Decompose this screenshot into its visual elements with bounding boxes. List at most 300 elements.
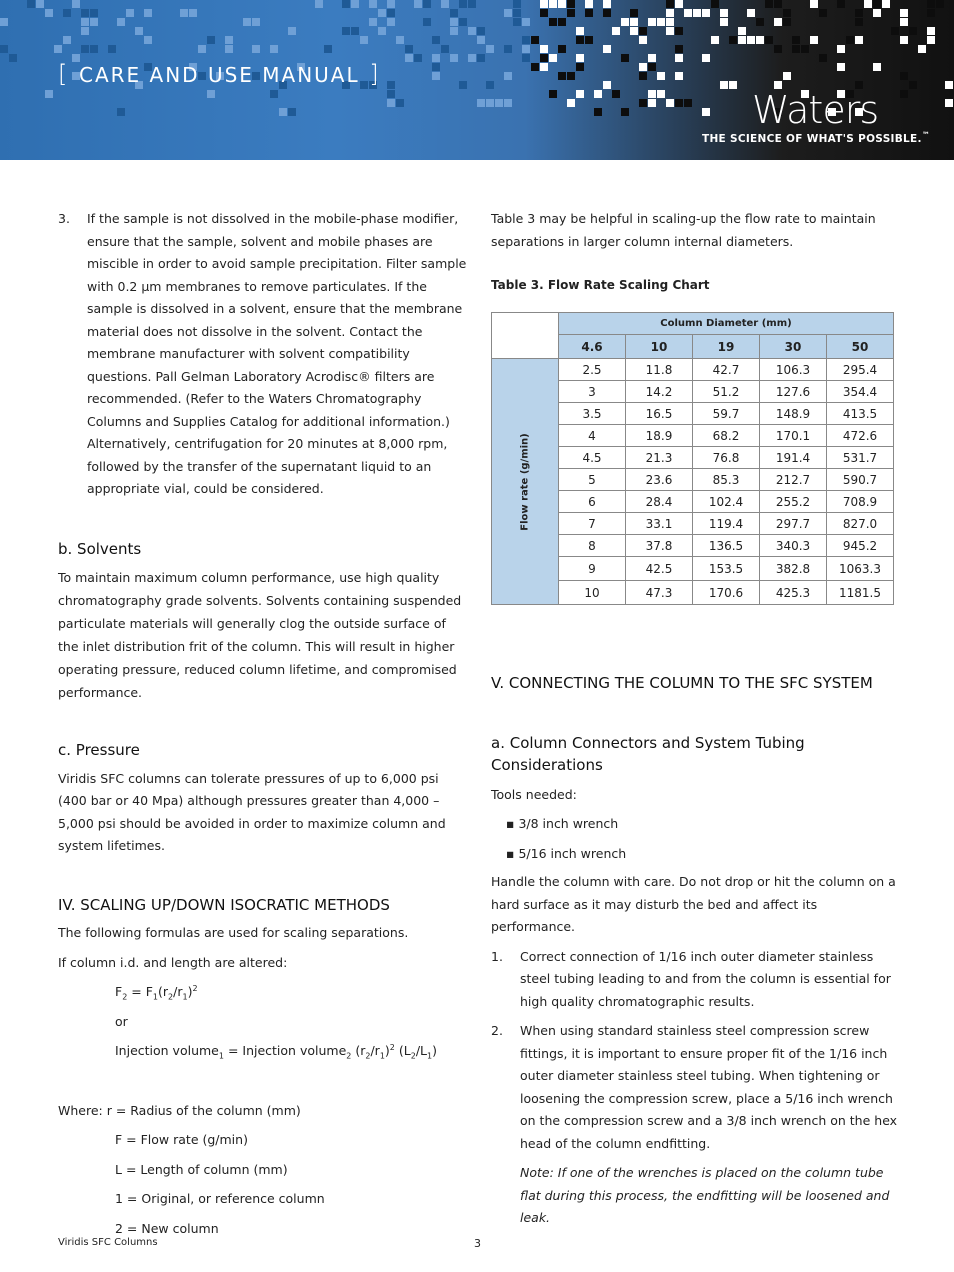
- pixel: [738, 36, 746, 44]
- def-1: 1 = Original, or reference column: [115, 1191, 325, 1206]
- pixel: [792, 36, 800, 44]
- pressure-heading: c. Pressure: [58, 741, 140, 759]
- pixel: [873, 9, 881, 17]
- pixel: [630, 18, 638, 26]
- pixel: [486, 99, 494, 107]
- pixel: [207, 36, 215, 44]
- table-cell: 21.3: [626, 447, 693, 469]
- def-2: 2 = New column: [115, 1220, 219, 1236]
- pixel: [450, 18, 458, 26]
- pressure-text: Viridis SFC columns can tolerate pressures of up to 6,000 psi (400 bar or 40 Mpa) although pressures greater than 4,000 – 5,000 psi should be avoided in order to maximize column and system lifetimes.: [58, 770, 446, 853]
- pixel: [180, 9, 188, 17]
- def-l: L = Length of column (mm): [115, 1161, 288, 1177]
- pixel: [774, 0, 782, 8]
- pixel: [927, 36, 935, 44]
- pixel: [657, 90, 665, 98]
- pixel: [837, 63, 845, 71]
- pixel: [441, 0, 449, 8]
- pixel: [819, 54, 827, 62]
- pixel: [900, 90, 908, 98]
- pixel: [648, 18, 656, 26]
- table-cell: 297.7: [760, 513, 827, 535]
- pixel: [558, 45, 566, 53]
- pixel: [270, 45, 278, 53]
- pixel: [549, 90, 557, 98]
- pixel: [450, 27, 458, 35]
- pixel: [891, 27, 899, 35]
- tool-item: ▪ 3/8 inch wrench: [506, 816, 619, 831]
- pixel: [711, 36, 719, 44]
- pixel: [504, 72, 512, 80]
- pixel: [36, 0, 44, 8]
- pixel: [693, 9, 701, 17]
- pixel: [675, 54, 683, 62]
- table-cell: 340.3: [760, 535, 827, 557]
- pixel: [108, 45, 116, 53]
- table-cell: 119.4: [693, 513, 760, 535]
- pixel: [369, 0, 377, 8]
- pixel: [873, 0, 881, 8]
- pixel: [909, 27, 917, 35]
- pixel: [477, 27, 485, 35]
- pixel: [459, 81, 467, 89]
- table-cell: 68.2: [693, 425, 760, 447]
- table-body: [492, 359, 894, 605]
- pixel: [918, 45, 926, 53]
- pixel: [387, 9, 395, 17]
- pixel: [558, 72, 566, 80]
- solvents-text: To maintain maximum column performance, use high quality chromatography grade solvents. Solvents containing suspended particulate materials will generally clog the outside surface of the inlet distribution frit of the column. This will result in higher operating pressure, reduced column lifetime, and compromised performance.: [58, 570, 462, 700]
- pixel: [90, 9, 98, 17]
- table-cell: 6: [559, 491, 626, 513]
- pixel: [576, 36, 584, 44]
- pixel: [126, 9, 134, 17]
- pixel: [540, 63, 548, 71]
- pixel: [639, 36, 647, 44]
- column-header: 4.6: [559, 335, 626, 359]
- pixel: [576, 63, 584, 71]
- pixel: [252, 45, 260, 53]
- pixel: [783, 72, 791, 80]
- pixel: [585, 9, 593, 17]
- pixel: [378, 27, 386, 35]
- pixel: [468, 27, 476, 35]
- table-cell: 42.7: [693, 359, 760, 381]
- table-cell: 1181.5: [827, 581, 894, 605]
- table-cell: 4.5: [559, 447, 626, 469]
- pixel: [945, 81, 953, 89]
- pixel: [567, 9, 575, 17]
- table-cell: 531.7: [827, 447, 894, 469]
- pixel: [765, 36, 773, 44]
- pixel: [603, 0, 611, 8]
- pixel: [675, 72, 683, 80]
- pixel: [288, 108, 296, 116]
- pixel: [612, 90, 620, 98]
- table-title: Table 3. Flow Rate Scaling Chart: [491, 278, 710, 292]
- pixel: [369, 18, 377, 26]
- pixel: [558, 18, 566, 26]
- column-diameter-header: Column Diameter (mm): [559, 313, 894, 335]
- where-r: Where: r = Radius of the column (mm): [58, 1102, 301, 1118]
- pixel: [90, 18, 98, 26]
- flow-rate-table: [491, 312, 894, 605]
- tagline: THE SCIENCE OF WHAT'S POSSIBLE.™: [702, 130, 931, 145]
- pixel: [486, 81, 494, 89]
- pixel: [729, 81, 737, 89]
- pixel: [666, 18, 674, 26]
- pixel: [45, 90, 53, 98]
- table-cell: 295.4: [827, 359, 894, 381]
- pixel: [774, 18, 782, 26]
- pixel: [189, 9, 197, 17]
- pixel: [900, 18, 908, 26]
- pixel: [279, 108, 287, 116]
- column-header: 19: [693, 335, 760, 359]
- pixel: [945, 99, 953, 107]
- pixel: [9, 54, 17, 62]
- pixel: [567, 72, 575, 80]
- pixel: [900, 36, 908, 44]
- pixel: [387, 99, 395, 107]
- pixel: [576, 27, 584, 35]
- pixel: [765, 0, 773, 8]
- pixel: [513, 18, 521, 26]
- pixel: [81, 9, 89, 17]
- pixel: [639, 99, 647, 107]
- pixel: [675, 0, 683, 8]
- pixel: [657, 18, 665, 26]
- table-cell: 7: [559, 513, 626, 535]
- table-cell: 47.3: [626, 581, 693, 605]
- pixel: [927, 27, 935, 35]
- pixel: [342, 0, 350, 8]
- pixel: [747, 36, 755, 44]
- pixel: [639, 27, 647, 35]
- pixel: [513, 0, 521, 8]
- pixel: [819, 9, 827, 17]
- scaling-heading: IV. SCALING UP/DOWN ISOCRATIC METHODS: [58, 895, 390, 914]
- pixel: [612, 27, 620, 35]
- pixel: [477, 54, 485, 62]
- pixel: [702, 108, 710, 116]
- pixel: [720, 81, 728, 89]
- pixel: [549, 18, 557, 26]
- note: Note: If one of the wrenches is placed on the column tube flat during this process, the endfitting will be loosened and leak.: [520, 1165, 890, 1225]
- pixel: [711, 0, 719, 8]
- connectors-heading: a. Column Connectors and System Tubing Considerations: [491, 733, 805, 774]
- pixel: [531, 36, 539, 44]
- pixel: [144, 36, 152, 44]
- table-cell: 4: [559, 425, 626, 447]
- pixel: [882, 0, 890, 8]
- pixel: [513, 9, 521, 17]
- pixel: [675, 27, 683, 35]
- table-cell: 11.8: [626, 359, 693, 381]
- pixel: [351, 0, 359, 8]
- table-cell: 14.2: [626, 381, 693, 403]
- table-cell: 3.5: [559, 403, 626, 425]
- table-cell: 5: [559, 469, 626, 491]
- formula-injection: Injection volume$_1$ = Injection volume$_2$ $(r_2/r_1)^2$ $(L_2/L_1)$: [115, 1042, 437, 1061]
- pixel: [270, 90, 278, 98]
- pixel: [567, 99, 575, 107]
- header-banner: [0, 0, 954, 160]
- pixel: [378, 9, 386, 17]
- pixel: [351, 27, 359, 35]
- pixel: [504, 99, 512, 107]
- table-cell: 425.3: [760, 581, 827, 605]
- table-cell: 102.4: [693, 491, 760, 513]
- pixel: [684, 99, 692, 107]
- pixel: [387, 81, 395, 89]
- pixel: [441, 45, 449, 53]
- or-text: or: [115, 1013, 128, 1029]
- pixel: [585, 36, 593, 44]
- def-f: F = Flow rate (g/min): [115, 1132, 248, 1147]
- flow-rate-side-label: Flow rate (g/min): [492, 359, 559, 605]
- pixel: [783, 9, 791, 17]
- table-cell: 42.5: [626, 557, 693, 581]
- pixel: [666, 0, 674, 8]
- pixel: [414, 54, 422, 62]
- pixel: [720, 18, 728, 26]
- column-header: 50: [827, 335, 894, 359]
- table-cell: 16.5: [626, 403, 693, 425]
- table-cell: 212.7: [760, 469, 827, 491]
- table-cell: 2.5: [559, 359, 626, 381]
- pixel: [90, 45, 98, 53]
- pixel: [855, 9, 863, 17]
- table-cell: 127.6: [760, 381, 827, 403]
- pixel: [117, 108, 125, 116]
- pixel: [450, 9, 458, 17]
- step-2: 2. When using standard stainless steel compression screw fittings, it is important to ensure proper fit of the 1/16 inch outer diameter stainless steel tubing. When tightening or loosening the compression screw, place a 5/16 inch wrench on the compression screw and a 3/8 inch wrench on the hex head of the column endfitting. Note: If one of the wrenches is placed on the column tube flat during this process, the endfitting will be loosened and leak.: [491, 1020, 901, 1230]
- pixel: [639, 63, 647, 71]
- pixel: [522, 54, 530, 62]
- pixel: [468, 0, 476, 8]
- table-cell: 33.1: [626, 513, 693, 535]
- pixel: [135, 27, 143, 35]
- pixel: [387, 18, 395, 26]
- pixel: [936, 0, 944, 8]
- pixel: [387, 90, 395, 98]
- column-header: 10: [626, 335, 693, 359]
- pixel: [0, 45, 8, 53]
- pixel: [621, 108, 629, 116]
- pixel: [477, 36, 485, 44]
- right-column: [491, 208, 901, 297]
- pixel: [621, 18, 629, 26]
- right-column-lower: [491, 672, 901, 1230]
- pixel: [81, 45, 89, 53]
- pixel: [702, 9, 710, 17]
- pixel: [504, 9, 512, 17]
- pixel: [432, 36, 440, 44]
- table-cell: 945.2: [827, 535, 894, 557]
- page-number: 3: [474, 1237, 481, 1250]
- item-3: 3. If the sample is not dissolved in the mobile-phase modifier, ensure that the sample, solvent and mobile phases are miscible in order to avoid sample precipitation. Filter sample with 0.2 µm membranes to remove particulates. If the sample is dissolved in a solvent, ensure that the membrane material does not dissolve in the solvent. Contact the membrane manufacturer with solvent compatibility questions. Pall Gelman Laboratory Acrodisc® filters are recommended. (Refer to the Waters Chromatography Columns and Supplies Catalog for additional information.) Alternatively, centrifugation for 20 minutes at 8,000 rpm, followed by the transfer of the supernatant liquid to an appropriate vial, could be considered.: [58, 211, 467, 496]
- pixel: [360, 36, 368, 44]
- footer-doc-title: Viridis SFC Columns: [58, 1237, 158, 1248]
- table-cell: 170.1: [760, 425, 827, 447]
- table-cell: 413.5: [827, 403, 894, 425]
- pixel: [576, 90, 584, 98]
- pixel: [648, 63, 656, 71]
- pixel: [657, 72, 665, 80]
- tool-item: ▪ 5/16 inch wrench: [506, 845, 627, 861]
- pixel: [558, 0, 566, 8]
- pixel: [225, 45, 233, 53]
- pixel: [198, 45, 206, 53]
- pixel: [432, 63, 440, 71]
- pixel: [324, 45, 332, 53]
- table-cell: 10: [559, 581, 626, 605]
- pixel: [387, 0, 395, 8]
- pixel: [909, 81, 917, 89]
- pixel: [144, 9, 152, 17]
- pixel: [45, 9, 53, 17]
- pixel: [459, 18, 467, 26]
- pixel: [207, 90, 215, 98]
- table-cell: 827.0: [827, 513, 894, 535]
- pixel: [603, 81, 611, 89]
- table-cell: 3: [559, 381, 626, 403]
- table-cell: 106.3: [760, 359, 827, 381]
- pixel: [720, 9, 728, 17]
- pixel: [549, 0, 557, 8]
- pixel: [684, 9, 692, 17]
- pixel: [567, 0, 575, 8]
- table-cell: 136.5: [693, 535, 760, 557]
- pixel: [432, 54, 440, 62]
- scaling-if: If column i.d. and length are altered:: [58, 954, 288, 970]
- pixel: [315, 0, 323, 8]
- pixel: [27, 0, 35, 8]
- table-corner: [492, 313, 559, 359]
- pixel: [81, 27, 89, 35]
- pixel: [873, 63, 881, 71]
- pixel: [810, 0, 818, 8]
- pixel: [648, 54, 656, 62]
- pixel: [396, 99, 404, 107]
- pixel: [0, 18, 8, 26]
- scaling-intro: The following formulas are used for scaling separations.: [58, 925, 409, 940]
- pixel: [774, 45, 782, 53]
- solvents-heading: b. Solvents: [58, 539, 142, 558]
- pixel: [666, 99, 674, 107]
- pixel: [117, 18, 125, 26]
- table-row: [492, 359, 894, 381]
- pixel: [783, 18, 791, 26]
- pixel: [675, 99, 683, 107]
- pixel: [468, 54, 476, 62]
- tools-needed: Tools needed:: [491, 786, 577, 802]
- pixel: [603, 9, 611, 17]
- pixel: [810, 36, 818, 44]
- pixel: [423, 18, 431, 26]
- pixel: [423, 0, 431, 8]
- pixel: [63, 36, 71, 44]
- pixel: [288, 27, 296, 35]
- pixel: [603, 45, 611, 53]
- pixel: [594, 90, 602, 98]
- table-cell: 59.7: [693, 403, 760, 425]
- pixel: [837, 45, 845, 53]
- pixel: [63, 9, 71, 17]
- pixel: [414, 0, 422, 8]
- pixel: [594, 108, 602, 116]
- table-cell: 590.7: [827, 469, 894, 491]
- pixel: [477, 99, 485, 107]
- pixel: [792, 45, 800, 53]
- connect-heading: V. CONNECTING THE COLUMN TO THE SFC SYSTEM: [491, 674, 873, 692]
- pixel: [846, 36, 854, 44]
- table-cell: 23.6: [626, 469, 693, 491]
- pixel: [252, 18, 260, 26]
- pixel: [729, 36, 737, 44]
- formula-flow: $F_2 = F_1(r_2/r_1)^2$: [115, 983, 198, 1002]
- pixel: [522, 36, 530, 44]
- table-cell: 708.9: [827, 491, 894, 513]
- pixel: [639, 72, 647, 80]
- table-cell: 153.5: [693, 557, 760, 581]
- pixel: [756, 18, 764, 26]
- pixel: [54, 45, 62, 53]
- table-cell: 170.6: [693, 581, 760, 605]
- table-cell: 37.8: [626, 535, 693, 557]
- pixel: [540, 0, 548, 8]
- step-1: 1. Correct connection of 1/16 inch outer diameter stainless steel tubing leading to and from the column is essential for high quality chromatographic results.: [491, 948, 891, 1009]
- pixel: [405, 45, 413, 53]
- pixel: [540, 54, 548, 62]
- manual-title: [ CARE AND USE MANUAL ]: [58, 60, 381, 88]
- pixel: [576, 54, 584, 62]
- pixel: [540, 9, 548, 17]
- table-cell: 354.4: [827, 381, 894, 403]
- table-cell: 382.8: [760, 557, 827, 581]
- table-cell: 28.4: [626, 491, 693, 513]
- pixel: [630, 9, 638, 17]
- pixel: [522, 45, 530, 53]
- pixel: [900, 72, 908, 80]
- pixel: [675, 45, 683, 53]
- pixel: [666, 9, 674, 17]
- pixel: [522, 18, 530, 26]
- pixel: [432, 72, 440, 80]
- pixel: [405, 54, 413, 62]
- pixel: [72, 0, 80, 8]
- pixel: [630, 27, 638, 35]
- table-cell: 9: [559, 557, 626, 581]
- pixel: [243, 18, 251, 26]
- pixel: [855, 36, 863, 44]
- pixel: [702, 54, 710, 62]
- pixel: [801, 45, 809, 53]
- table-cell: 472.6: [827, 425, 894, 447]
- pixel: [927, 0, 935, 8]
- pixel: [504, 45, 512, 53]
- pixel: [666, 27, 674, 35]
- pixel: [486, 45, 494, 53]
- pixel: [756, 36, 764, 44]
- pixel: [342, 27, 350, 35]
- pixel: [621, 54, 629, 62]
- table-cell: 148.9: [760, 403, 827, 425]
- pixel: [927, 9, 935, 17]
- pixel: [531, 63, 539, 71]
- pixel: [396, 36, 404, 44]
